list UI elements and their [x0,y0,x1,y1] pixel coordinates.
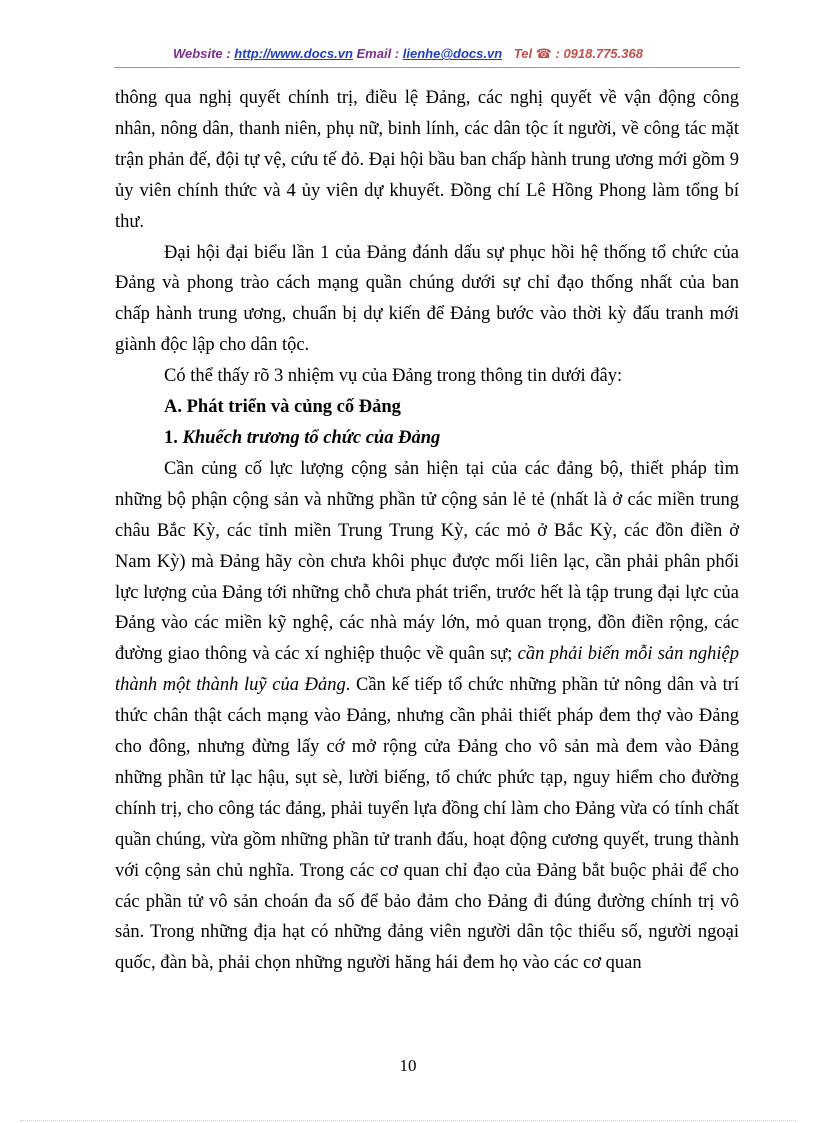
tel-value: 0918.775.368 [563,46,643,61]
website-label: Website : [173,46,231,61]
subsection-title: Khuếch trương tổ chức của Đảng [182,427,441,448]
paragraph-1: thông qua nghị quyết chính trị, điều lệ Đảng, các nghị quyết về vận động công nhân, nông dân, thanh niên, phụ nữ, binh lính, các dân tộc ít người, về công tác mặt trận phản đế, đội tự vệ, cứu tế đỏ. Đại hội bầu ban chấp hành trung ương mới gồm 9 ủy viên chính thức và 4 ủy viên dự khuyết. Đồng chí Lê Hồng Phong làm tổng bí thư. [115,88,739,232]
paragraph-4-italic-quote: cần phải biến mỗi sản nghiệp thành một thành luỹ của Đảng [115,644,739,696]
paragraph-3: Có thể thấy rõ 3 nhiệm vụ của Đảng trong thông tin dưới đây: [164,366,623,387]
website-link[interactable]: http://www.docs.vn [234,46,353,61]
paragraph-2: Đại hội đại biểu lần 1 của Đảng đánh dấu sự phục hồi hệ thống tổ chức của Đảng và phong trào cách mạng quần chúng dưới sự chỉ đạo thống nhất của ban chấp hành trung ương, chuẩn bị dự kiến để Đảng bước vào thời kỳ đấu tranh mới giành độc lập cho dân tộc. [115,242,739,356]
header-divider [114,67,740,68]
page-number: 10 [399,1056,417,1075]
tel-label: Tel ☎ : [513,46,560,61]
subsection-number: 1. [164,427,183,448]
bottom-divider [20,1120,796,1121]
subsection-heading-1 [115,423,739,454]
paragraph-4-part-2: . Cần kế tiếp tổ chức những phần tử nông dân và trí thức chân thật cách mạng vào Đảng, nhưng cần phải thiết pháp đem thợ vào Đảng cho đông, nhưng đừng lấy cớ mở rộng cửa Đảng cho vô sản mà đem vào Đảng những phần tử lạc hậu, sụt sè, lười biếng, tổ chức phức tạp, nguy hiểm cho đường chính trị, cho công tác đảng, phải tuyển lựa đồng chí làm cho Đảng vừa có tính chất quần chúng, vừa gồm những phần tử tranh đấu, hoạt động cương quyết, trung thành với cộng sản chủ nghĩa. Trong các cơ quan chỉ đạo của Đảng bắt buộc phải để cho các phần tử vô sản choán đa số để bảo đảm cho Đảng đi đúng đường chính trị vô sản. Trong những địa hạt có những đảng viên người dân tộc thiểu số, người ngoại quốc, đàn bà, phải chọn những người hăng hái đem họ vào các cơ quan [115,675,740,974]
paragraph-4-part-1: Cần củng cố lực lượng cộng sản hiện tại của các đảng bộ, thiết pháp tìm những bộ phận cộng sản và những phần tử cộng sản lẻ tẻ (nhất là ở các miền trung châu Bắc Kỳ, các tỉnh miền Trung Trung Kỳ, các mỏ ở Bắc Kỳ, các đồn điền ở Nam Kỳ) mà Đảng hãy còn chưa khôi phục được mối liên lạc, cần phải phân phối lực lượng của Đảng tới những chỗ chưa phát triển, trước hết là tập trung đại lực của Đảng vào các miền kỹ nghệ, các nhà máy lớn, mỏ quan trọng, đồn điền rộng, các đường giao thông và các xí nghiệp thuộc về quân sự; [115,458,739,665]
email-label: Email : [356,46,400,61]
section-heading-a: A. Phát triển và củng cố Đảng [164,397,401,418]
page-header [0,46,816,62]
document-body [115,83,739,979]
email-link[interactable]: lienhe@docs.vn [402,46,503,61]
paragraph-4 [115,454,739,979]
